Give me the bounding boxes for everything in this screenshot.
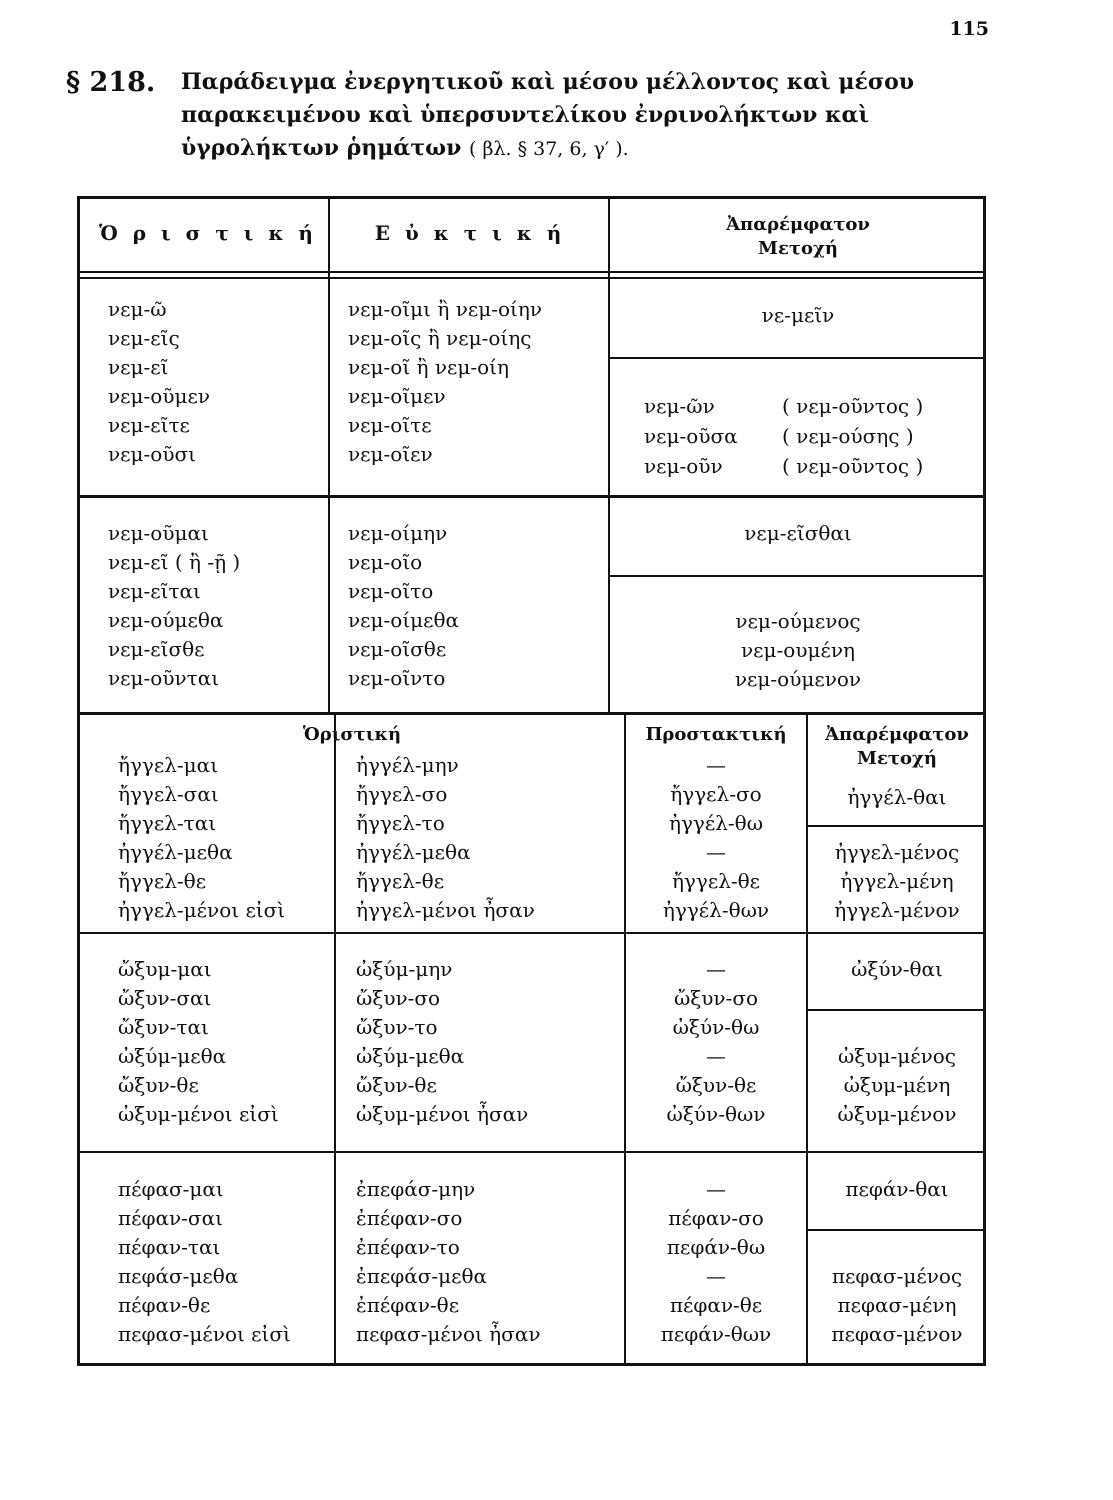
list-item: ἠγγέλ-μεθα [356, 840, 471, 864]
list-item: πεφάν-θω [666, 1235, 766, 1259]
fan-participle [808, 1262, 986, 1349]
list-item: ἤγγελ-θε [356, 869, 445, 893]
list-item: πέφαν-σο [668, 1206, 764, 1230]
header-oristiki: Ὁ ρ ι σ τ ι κ ή [99, 221, 317, 245]
list-item: — [706, 1044, 726, 1068]
list-item: ἠγγελ-μένη [840, 869, 954, 893]
list-item: ἐπεφάσ-μεθα [356, 1264, 488, 1288]
list-item: πέφαν-σαι [118, 1206, 223, 1230]
list-item: πεφάν-θων [660, 1322, 772, 1346]
list-item: νεμ-ῶ [108, 297, 167, 321]
list-item: νεμ-οῖντο [348, 666, 446, 690]
oxyn-participle [808, 1042, 986, 1129]
list-item: νεμ-οίμεθα [348, 608, 460, 632]
list-item: ἠγγέλ-θων [662, 898, 770, 922]
oxyn-pluperfect [356, 955, 528, 1129]
list-item: ἠγγέλ-μην [356, 753, 459, 777]
list-item: νεμ-εῖ ( ἢ -ῇ ) [108, 550, 241, 574]
header-perfect-aparemfaton-metochi [808, 723, 986, 771]
list-item: ὠξύμ-μην [356, 957, 453, 981]
list-item: ὤξυν-σαι [118, 986, 212, 1010]
list-item: νεμ-οίμην [348, 521, 448, 545]
list-item: νεμ-οῦμαι [108, 521, 209, 545]
list-item: ἐπέφαν-θε [356, 1293, 460, 1317]
header-aparemfaton: Ἀπαρέμφατον [726, 214, 870, 235]
section-number: § 218. [66, 67, 156, 98]
list-item: ἠγγελ-μένος [834, 840, 960, 864]
list-item: — [706, 1264, 726, 1288]
list-item: πεφασ-μένοι εἰσὶ [118, 1322, 291, 1346]
list-item: νεμ-εῖ [108, 355, 169, 379]
list-item: ὠξυμ-μένον [837, 1102, 957, 1126]
list-item: πεφασ-μένοι ἦσαν [356, 1322, 541, 1346]
list-item: ( νεμ-ούσης ) [782, 424, 914, 448]
list-item: νεμ-ούμεθα [108, 608, 224, 632]
active-future-infinitive: νε-μεῖν [761, 303, 835, 327]
list-item: ὤξυν-θε [356, 1073, 437, 1097]
list-item: ἤγγελ-σαι [118, 782, 219, 806]
list-item: ( νεμ-οῦντος ) [782, 394, 924, 418]
list-item: ἠγγέλ-θω [668, 811, 764, 835]
list-item: ὤξυμ-μαι [118, 957, 212, 981]
list-item: ἤγγελ-το [356, 811, 445, 835]
list-item: ὤξυν-σο [673, 986, 759, 1010]
list-item: ἤγγελ-θε [118, 869, 207, 893]
header-prostaktiki: Προστακτική [645, 724, 787, 745]
list-item: ( νεμ-οῦντος ) [782, 454, 924, 478]
angel-pluperfect [356, 751, 535, 925]
fan-infinitive: πεφάν-θαι [845, 1177, 949, 1201]
angel-imperative [626, 751, 806, 925]
header-euktiki: Ε ὐ κ τ ι κ ή [374, 221, 566, 245]
page-number: 115 [949, 18, 989, 40]
list-item: ἐπέφαν-σο [356, 1206, 463, 1230]
list-item: νεμ-οῖο [348, 550, 423, 574]
list-item: ἠγγελ-μένον [834, 898, 960, 922]
list-item: ὠξύμ-μεθα [118, 1044, 227, 1068]
section-heading [66, 66, 996, 166]
list-item: ἐπεφάσ-μην [356, 1177, 476, 1201]
list-item: νεμ-ουμένη [741, 638, 855, 662]
list-item: ὠξυμ-μένη [843, 1073, 951, 1097]
list-item: — [706, 957, 726, 981]
list-item: νεμ-οῖτε [348, 413, 432, 437]
angel-participle [808, 838, 986, 925]
list-item: ἤγγελ-ται [118, 811, 217, 835]
list-item: πέφαν-ται [118, 1235, 221, 1259]
list-item: πέφαν-θε [669, 1293, 763, 1317]
active-future-indicative [108, 295, 210, 469]
fan-imperative [626, 1175, 806, 1349]
section-title: Παράδειγμα ἐνεργητικοῦ καὶ μέσου μέλλοντος καὶ μέσου παρακειμένου καὶ ὑπερσυντελίκου ἐνρινολήκτων καὶ ὑγρολήκτων ῥημάτων [181, 69, 915, 161]
middle-future-participle [610, 607, 986, 694]
list-item: — [706, 753, 726, 777]
list-item: νεμ-οῖ ἢ νεμ-οίη [348, 355, 509, 379]
list-item: ὤξυν-θε [118, 1073, 199, 1097]
list-item: πεφάσ-μεθα [118, 1264, 239, 1288]
middle-future-infinitive: νεμ-εῖσθαι [744, 521, 852, 545]
list-item: ἠγγελ-μένοι ἦσαν [356, 898, 535, 922]
header-perfect-metochi: Μετοχή [857, 748, 937, 769]
active-future-participle [644, 391, 738, 481]
fan-perfect [118, 1175, 291, 1349]
list-item: νεμ-ούμενον [734, 667, 862, 691]
list-item: νεμ-οῦνται [108, 666, 220, 690]
angel-infinitive: ἠγγέλ-θαι [847, 785, 947, 809]
list-item: ὠξυμ-μένοι εἰσὶ [118, 1102, 279, 1126]
list-item: νεμ-εῖσθε [108, 637, 205, 661]
list-item: ἐπέφαν-το [356, 1235, 460, 1259]
oxyn-perfect [118, 955, 279, 1129]
active-future-participle-genitive [782, 391, 923, 481]
list-item: νεμ-εῖται [108, 579, 201, 603]
list-item: ὠξυμ-μένος [838, 1044, 956, 1068]
list-item: νεμ-οῖμι ἢ νεμ-οίην [348, 297, 542, 321]
list-item: νεμ-οῦν [644, 454, 723, 478]
list-item: ἤγγελ-θε [671, 869, 761, 893]
list-item: νεμ-οῦσι [108, 442, 196, 466]
list-item: πεφασ-μένος [831, 1264, 963, 1288]
list-item: ἠγγελ-μένοι εἰσὶ [118, 898, 286, 922]
list-item: ἤγγελ-σο [356, 782, 448, 806]
list-item: νεμ-οῦσα [644, 424, 738, 448]
header-metochi: Μετοχή [758, 238, 838, 259]
list-item: νεμ-εῖς [108, 326, 180, 350]
list-item: νεμ-οῦμεν [108, 384, 210, 408]
list-item: ὠξύν-θων [666, 1102, 766, 1126]
list-item: νεμ-οῖτο [348, 579, 434, 603]
list-item: πεφασ-μένη [837, 1293, 957, 1317]
header-perfect-aparemfaton: Ἀπαρέμφατον [825, 724, 969, 745]
list-item: — [706, 840, 726, 864]
list-item: νεμ-οῖσθε [348, 637, 447, 661]
list-item: νεμ-ῶν [644, 394, 715, 418]
list-item: ὤξυν-σο [356, 986, 441, 1010]
list-item: νεμ-εῖτε [108, 413, 190, 437]
header-aparemfaton-metochi [610, 213, 986, 261]
list-item: πέφαν-θε [118, 1293, 211, 1317]
list-item: ἠγγέλ-μεθα [118, 840, 233, 864]
list-item: ὠξύμ-μεθα [356, 1044, 465, 1068]
list-item: νεμ-οῖς ἢ νεμ-οίης [348, 326, 532, 350]
oxyn-infinitive: ὠξύν-θαι [851, 957, 943, 981]
header-perfect-oristiki: Ὁριστική [302, 724, 402, 745]
conjugation-table [77, 196, 986, 1366]
active-future-optative [348, 295, 542, 469]
list-item: ἤγγελ-σο [670, 782, 762, 806]
list-item: ἤγγελ-μαι [118, 753, 219, 777]
list-item: ὤξυν-ται [118, 1015, 209, 1039]
list-item: πεφασ-μένον [831, 1322, 963, 1346]
list-item: νεμ-οῖμεν [348, 384, 446, 408]
list-item: ὤξυν-θε [675, 1073, 757, 1097]
fan-pluperfect [356, 1175, 540, 1349]
middle-future-indicative [108, 519, 240, 693]
list-item: νεμ-οῖεν [348, 442, 433, 466]
middle-future-optative [348, 519, 459, 693]
list-item: — [706, 1177, 726, 1201]
list-item: νεμ-ούμενος [735, 609, 861, 633]
oxyn-imperative [626, 955, 806, 1129]
list-item: ὠξυμ-μένοι ἦσαν [356, 1102, 529, 1126]
list-item: πέφασ-μαι [118, 1177, 224, 1201]
section-reference: ( βλ. § 37, 6, γ′ ). [469, 138, 629, 160]
list-item: ὠξύν-θω [672, 1015, 760, 1039]
list-item: ὤξυν-το [356, 1015, 438, 1039]
angel-perfect [118, 751, 285, 925]
